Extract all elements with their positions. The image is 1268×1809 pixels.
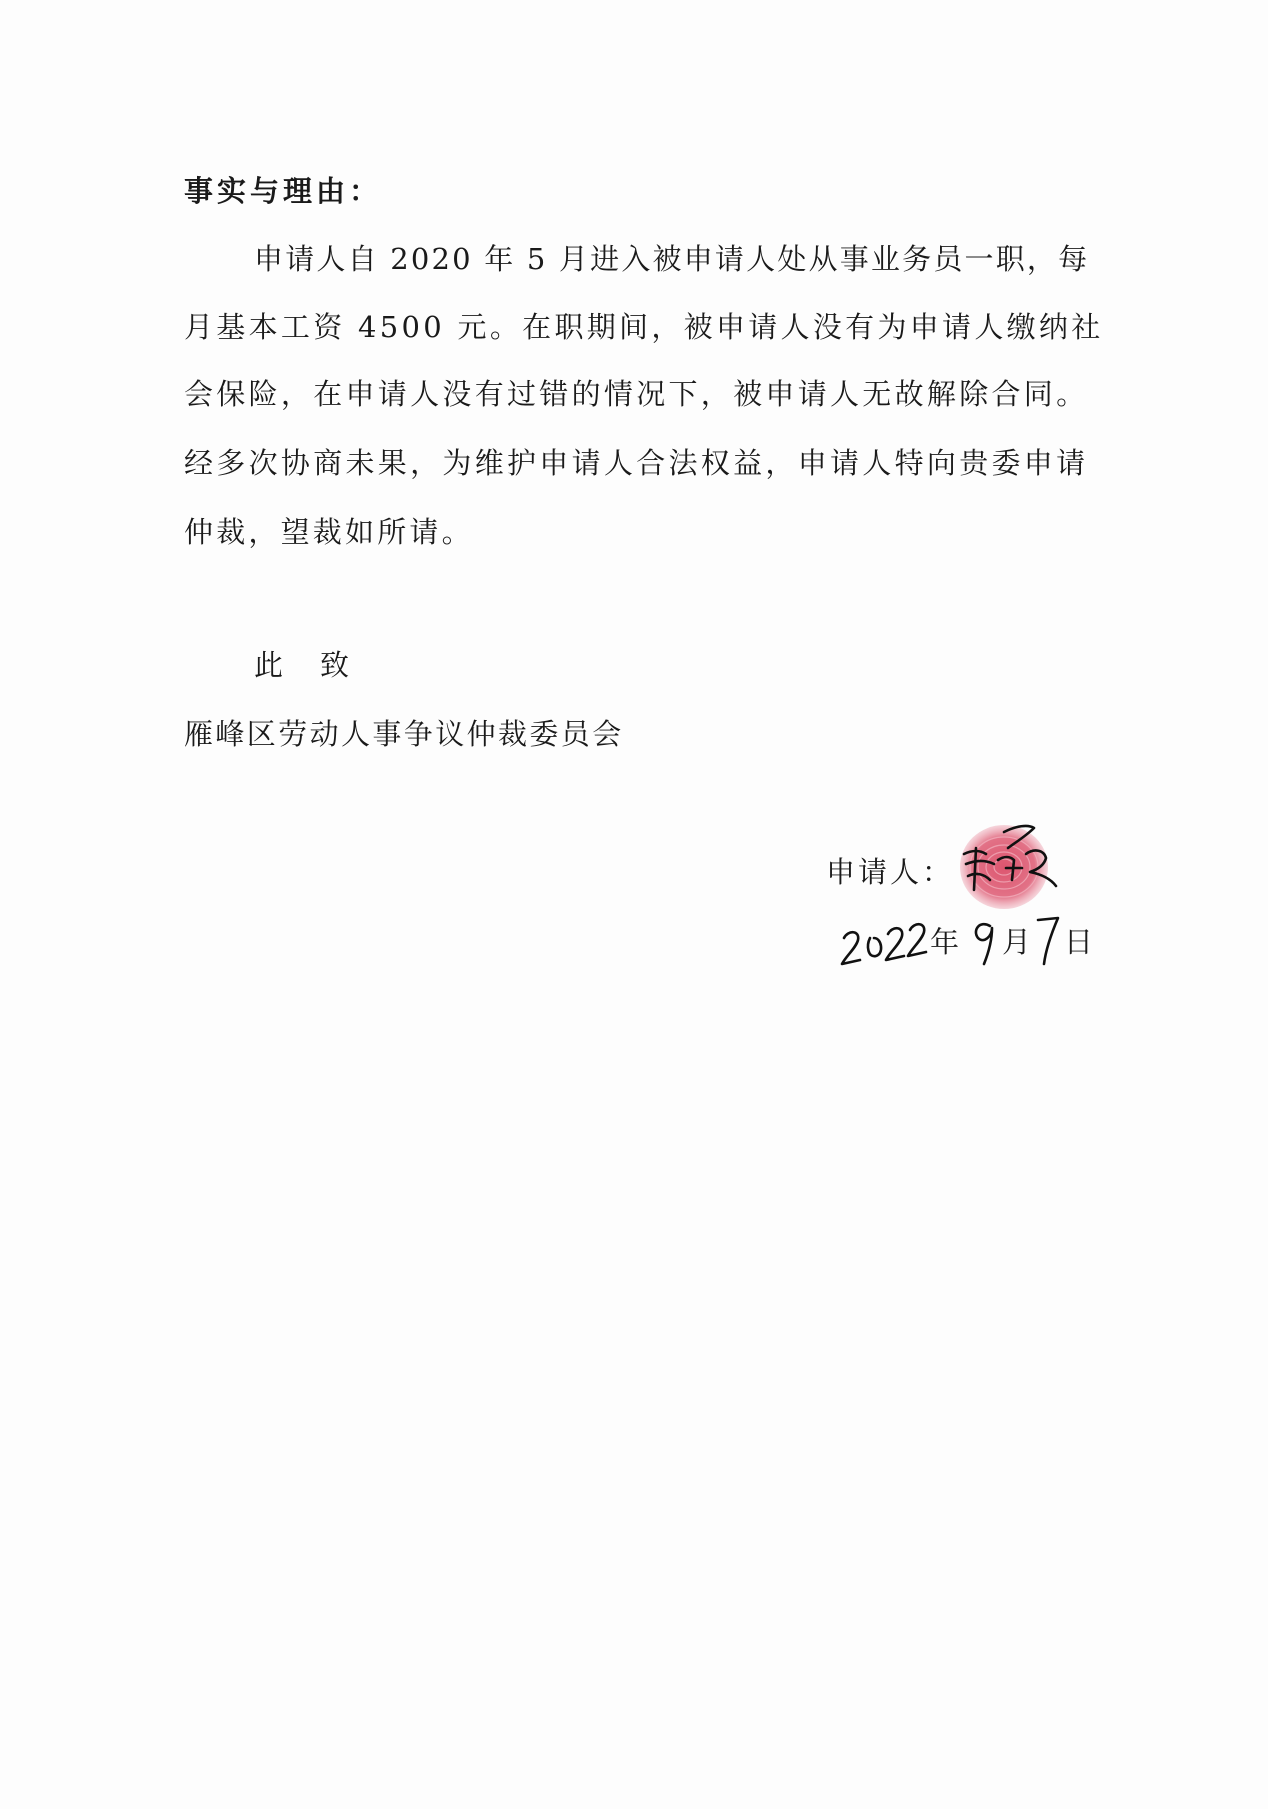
month-unit: 月 xyxy=(1002,925,1032,959)
signature-date xyxy=(838,908,1098,968)
handwritten-day xyxy=(1038,918,1058,964)
handwritten-signature xyxy=(946,820,1076,900)
paragraph-line-2: 月基本工资 4500 元。在职期间，被申请人没有为申请人缴纳社 xyxy=(184,310,1104,344)
paragraph-line-3: 会保险，在申请人没有过错的情况下，被申请人无故解除合同。 xyxy=(184,377,1089,411)
handwritten-month xyxy=(976,924,992,964)
paragraph-line-1: 申请人自 2020 年 5 月进入被申请人处从事业务员一职，每 xyxy=(254,242,1090,276)
handwritten-year xyxy=(842,924,926,964)
salutation: 此 致 xyxy=(254,648,354,682)
day-unit: 日 xyxy=(1064,925,1094,959)
section-heading: 事实与理由： xyxy=(184,174,383,208)
recipient: 雁峰区劳动人事争议仲裁委员会 xyxy=(184,717,624,751)
paragraph-line-4: 经多次协商未果，为维护申请人合法权益，申请人特向贵委申请 xyxy=(184,446,1089,480)
paragraph-line-5: 仲裁，望裁如所请。 xyxy=(184,515,474,549)
applicant-label: 申请人： xyxy=(826,855,955,889)
year-unit: 年 xyxy=(930,925,960,959)
